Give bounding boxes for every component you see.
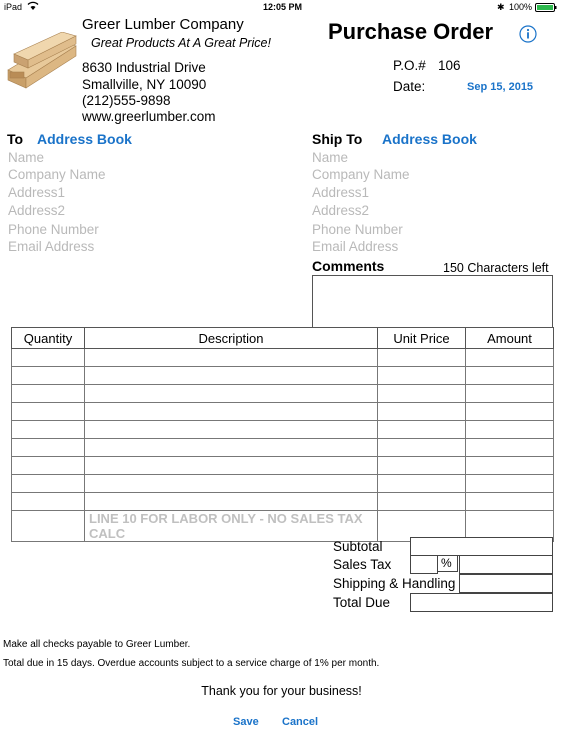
comments-textarea[interactable] <box>312 275 553 329</box>
unit-price-cell[interactable] <box>378 439 466 457</box>
table-row <box>12 421 554 439</box>
po-label: P.O.# <box>393 58 426 73</box>
info-icon[interactable] <box>519 25 537 43</box>
sales-tax-rate-field[interactable] <box>410 555 438 574</box>
quantity-cell[interactable] <box>12 349 85 367</box>
quantity-cell[interactable] <box>12 493 85 511</box>
table-row <box>12 367 554 385</box>
sales-tax-label: Sales Tax <box>333 557 392 572</box>
wifi-icon <box>27 1 39 13</box>
quantity-cell[interactable] <box>12 385 85 403</box>
description-cell[interactable] <box>85 439 378 457</box>
quantity-cell[interactable] <box>12 367 85 385</box>
cancel-button[interactable]: Cancel <box>282 716 319 728</box>
to-address1-field[interactable]: Address1 <box>8 185 66 200</box>
description-cell[interactable] <box>85 385 378 403</box>
quantity-header: Quantity <box>12 328 85 349</box>
thank-you-note: Thank you for your business! <box>201 684 362 698</box>
table-row <box>12 493 554 511</box>
battery-percent: 100% <box>509 2 533 12</box>
unit-price-cell[interactable] <box>378 403 466 421</box>
comments-counter <box>443 261 549 275</box>
amount-cell <box>466 385 554 403</box>
unit-price-cell[interactable] <box>378 475 466 493</box>
company-address1: 8630 Industrial Drive <box>82 60 206 75</box>
device-label: iPad <box>4 2 23 12</box>
description-cell[interactable] <box>85 403 378 421</box>
description-cell[interactable] <box>85 493 378 511</box>
unit-price-cell[interactable] <box>378 349 466 367</box>
to-email-field[interactable]: Email Address <box>8 239 95 254</box>
labor-description-cell[interactable]: LINE 10 FOR LABOR ONLY - NO SALES TAX CALC <box>85 511 378 542</box>
table-row <box>12 385 554 403</box>
table-row <box>12 439 554 457</box>
terms-note: Total due in 15 days. Overdue accounts subject to a service charge of 1% per month. <box>3 658 380 669</box>
unit-price-cell[interactable] <box>378 457 466 475</box>
percent-sign: % <box>437 555 458 572</box>
status-time: 12:05 PM <box>263 2 303 12</box>
status-bar <box>0 0 563 15</box>
total-due-label: Total Due <box>333 595 391 610</box>
date-value[interactable]: Sep 15, 2015 <box>467 81 534 93</box>
amount-cell <box>466 457 554 475</box>
amount-cell <box>466 493 554 511</box>
checks-note: Make all checks payable to Greer Lumber. <box>3 639 191 650</box>
table-row <box>12 349 554 367</box>
total-due-value <box>410 593 553 612</box>
description-cell[interactable] <box>85 349 378 367</box>
date-label: Date: <box>393 79 426 94</box>
quantity-cell[interactable] <box>12 511 85 542</box>
description-cell[interactable] <box>85 457 378 475</box>
quantity-cell[interactable] <box>12 439 85 457</box>
table-row <box>12 403 554 421</box>
amount-cell <box>466 475 554 493</box>
unit-price-header: Unit Price <box>378 328 466 349</box>
shipping-field[interactable] <box>459 574 553 593</box>
unit-price-cell[interactable] <box>378 421 466 439</box>
comments-label: Comments <box>312 258 385 274</box>
table-header-row <box>12 328 554 349</box>
ship-to-email-field[interactable]: Email Address <box>312 239 399 254</box>
ship-to-name-field[interactable]: Name <box>312 150 349 165</box>
to-name-field[interactable]: Name <box>8 150 45 165</box>
ship-to-address2-field[interactable]: Address2 <box>312 203 370 218</box>
amount-cell <box>466 403 554 421</box>
amount-cell <box>466 349 554 367</box>
company-slogan: Great Products At A Great Price! <box>91 36 271 50</box>
to-label: To <box>7 131 24 147</box>
to-address2-field[interactable]: Address2 <box>8 203 66 218</box>
ship-to-label: Ship To <box>312 131 363 147</box>
subtotal-label: Subtotal <box>333 539 383 554</box>
unit-price-cell[interactable] <box>378 385 466 403</box>
save-button[interactable]: Save <box>233 716 259 728</box>
ship-to-address1-field[interactable]: Address1 <box>312 185 370 200</box>
description-cell[interactable] <box>85 421 378 439</box>
table-row <box>12 457 554 475</box>
sales-tax-value <box>459 555 553 574</box>
to-phone-field[interactable]: Phone Number <box>8 222 99 237</box>
company-website: www.greerlumber.com <box>82 109 216 124</box>
page-title: Purchase Order <box>328 19 494 44</box>
battery-icon <box>535 3 557 14</box>
subtotal-value <box>410 537 553 556</box>
quantity-cell[interactable] <box>12 475 85 493</box>
description-header: Description <box>85 328 378 349</box>
ship-to-address-book-button[interactable]: Address Book <box>382 131 477 147</box>
quantity-cell[interactable] <box>12 421 85 439</box>
description-cell[interactable] <box>85 367 378 385</box>
shipping-label: Shipping & Handling <box>333 576 456 591</box>
to-address-book-button[interactable]: Address Book <box>37 131 132 147</box>
amount-cell <box>466 421 554 439</box>
company-address2: Smallville, NY 10090 <box>82 77 207 92</box>
company-name: Greer Lumber Company <box>82 16 244 33</box>
table-row <box>12 475 554 493</box>
items-table <box>11 327 554 542</box>
comments-remaining-label: Characters left <box>467 261 549 275</box>
quantity-cell[interactable] <box>12 457 85 475</box>
lumber-logo <box>6 32 79 94</box>
amount-cell <box>466 367 554 385</box>
ship-to-company-field[interactable]: Company Name <box>312 167 410 182</box>
description-cell[interactable] <box>85 475 378 493</box>
unit-price-cell[interactable] <box>378 367 466 385</box>
quantity-cell[interactable] <box>12 403 85 421</box>
po-number[interactable]: 106 <box>438 58 461 73</box>
ship-to-phone-field[interactable]: Phone Number <box>312 222 403 237</box>
to-company-field[interactable]: Company Name <box>8 167 106 182</box>
comments-remaining: 150 <box>443 261 464 275</box>
amount-cell <box>466 439 554 457</box>
bluetooth-icon: ✱ <box>497 2 505 12</box>
amount-header: Amount <box>466 328 554 349</box>
company-phone: (212)555-9898 <box>82 93 171 108</box>
unit-price-cell[interactable] <box>378 493 466 511</box>
